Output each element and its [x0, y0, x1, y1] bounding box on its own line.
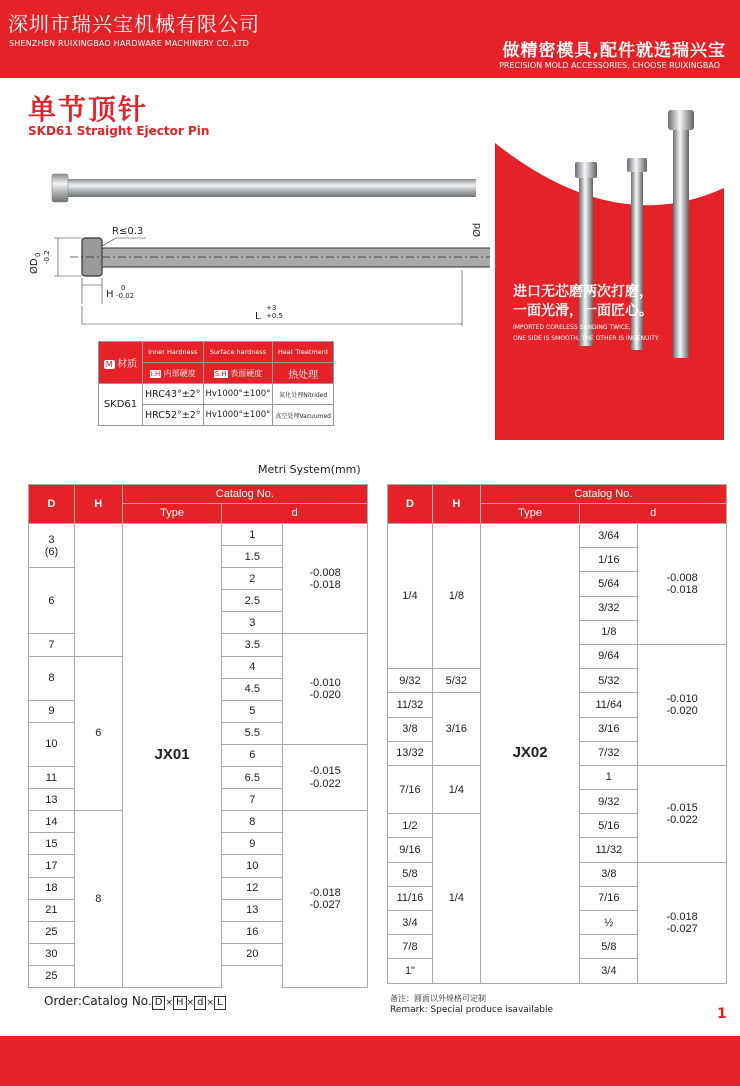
slogan-cn: 做精密模具,配件就选瑞兴宝 — [502, 41, 726, 61]
surface-hardness-value: Hv1000°±100° — [203, 405, 273, 426]
cell-d: 3/64 — [580, 524, 638, 548]
slogan-en: PRECISION MOLD ACCESSORIES, CHOOSE RUIXINGBAO — [499, 61, 720, 70]
cell-type: JX01 — [122, 524, 222, 988]
cell-D: 18 — [29, 877, 75, 899]
H-tolerance-top: 0 — [121, 284, 126, 292]
cell-D: 9/16 — [388, 838, 433, 862]
cell-D: 15 — [29, 833, 75, 855]
order-format — [44, 994, 226, 1010]
cell-H: 1/8 — [432, 524, 480, 669]
col-header-D: D — [29, 485, 75, 524]
cell-d: 12 — [222, 877, 283, 899]
cell-D: 30 — [29, 943, 75, 965]
cell-tolerance: -0.015 -0.022 — [638, 765, 727, 862]
cell-d: 6 — [222, 744, 283, 766]
cell-d: 2 — [222, 568, 283, 590]
heat-treatment-cn: 热处理 — [273, 363, 334, 384]
sh-badge: S.H — [214, 369, 227, 378]
cell-D: 14 — [29, 811, 75, 833]
cell-D: 25 — [29, 921, 75, 943]
photo-caption-en-2: ONE SIDE IS SMOOTH, THE OTHER IS INGENUITY. — [513, 335, 660, 342]
cell-D: 1/4 — [388, 524, 433, 669]
cell-d: 5/64 — [580, 572, 638, 596]
company-name-en: SHENZHEN RUIXINGBAO HARDWARE MACHINERY CO.,LTD — [9, 39, 249, 48]
cell-d: 8 — [222, 811, 283, 833]
d-dimension-label: Ød — [472, 222, 483, 237]
cell-d: 7/32 — [580, 741, 638, 765]
cell-d: 13 — [222, 899, 283, 921]
table-row — [388, 524, 727, 548]
cell-D: 5/8 — [388, 862, 433, 886]
col-header-catalog: Catalog No. — [480, 485, 726, 504]
cell-d: 4 — [222, 656, 283, 678]
inner-hardness-value: HRC43°±2° — [143, 384, 204, 405]
cell-D: 13 — [29, 789, 75, 811]
material-name: SKD61 — [99, 384, 143, 426]
cell-D: 7 — [29, 634, 75, 656]
cell-D: 17 — [29, 855, 75, 877]
cell-D: 8 — [29, 656, 75, 700]
product-photo — [495, 88, 724, 440]
surface-hardness-cn — [203, 363, 273, 384]
cell-D: 1" — [388, 959, 433, 983]
cell-d: 3/4 — [580, 959, 638, 983]
table-row — [29, 524, 368, 546]
spec-table-jx01 — [28, 484, 368, 988]
material-label: 材质 — [117, 359, 138, 370]
cell-d: 3 — [222, 612, 283, 634]
cell-d: 5 — [222, 700, 283, 722]
col-header-H: H — [74, 485, 122, 524]
D-tolerance-bottom: -0.2 — [43, 250, 51, 264]
col-header-H: H — [432, 485, 480, 524]
cell-d: 7 — [222, 789, 283, 811]
order-field-L: L — [214, 996, 226, 1010]
cell-D: 1/2 — [388, 814, 433, 838]
pins-photo — [495, 88, 724, 440]
inner-hardness-cn-label: 内部硬度 — [163, 368, 196, 378]
photo-caption-en-1: IMPORTED CORELESS SANDING TWICE, — [513, 324, 631, 331]
cell-H: 1/4 — [432, 814, 480, 983]
product-title-cn: 单节顶针 — [28, 93, 149, 126]
photo-caption-cn-2: 一面光滑，一面匠心。 — [513, 303, 653, 319]
col-header-type: Type — [122, 504, 222, 524]
cell-d: 3.5 — [222, 634, 283, 656]
H-dimension-label: H — [106, 289, 114, 300]
H-tolerance-bottom: -0.02 — [116, 292, 135, 300]
material-header — [99, 342, 143, 384]
cell-d: 3/32 — [580, 596, 638, 620]
cell-d: 16 — [222, 921, 283, 943]
order-field-d: d — [194, 996, 206, 1010]
remark-cn: 备注：圆面以外规格可定制 — [390, 994, 486, 1003]
cell-d: 9 — [222, 833, 283, 855]
col-header-d: d — [222, 504, 368, 524]
cell-D: 6 — [29, 568, 75, 634]
cell-d: 6.5 — [222, 767, 283, 789]
col-header-D: D — [388, 485, 433, 524]
treatment-value: 氮化处理Nitrided — [273, 384, 334, 405]
cell-d: 11/64 — [580, 693, 638, 717]
cell-D: 10 — [29, 722, 75, 766]
cell-tolerance: -0.015 -0.022 — [283, 744, 368, 810]
product-title-en: SKD61 Straight Ejector Pin — [28, 124, 210, 138]
material-table — [98, 341, 334, 426]
order-label: Order:Catalog No. — [44, 994, 152, 1008]
treatment-value: 真空处理Vacuumed — [273, 405, 334, 426]
heat-treatment-header: Heat Treatment — [273, 342, 334, 363]
cell-tolerance: -0.018 -0.027 — [638, 862, 727, 983]
inner-hardness-header: Inner Hardness — [143, 342, 204, 363]
order-field-D: D — [152, 996, 166, 1010]
cell-H — [74, 524, 122, 657]
order-field-H: H — [173, 996, 187, 1010]
cell-d: 7/16 — [580, 886, 638, 910]
col-header-type: Type — [480, 504, 580, 524]
cell-H: 8 — [74, 811, 122, 988]
radius-label: R≤0.3 — [112, 226, 144, 237]
photo-caption-cn-1: 进口无芯磨两次打磨， — [513, 284, 653, 300]
company-name-cn: 深圳市瑞兴宝机械有限公司 — [8, 12, 260, 36]
cell-d: 5/16 — [580, 814, 638, 838]
cell-d: 2.5 — [222, 590, 283, 612]
inner-hardness-value: HRC52°±2° — [143, 405, 204, 426]
cell-D: 3/8 — [388, 717, 433, 741]
times-sign: × — [206, 998, 214, 1008]
remark-en: Remark: Special produce isavailable — [390, 1005, 554, 1015]
cell-D: 11 — [29, 767, 75, 789]
surface-hardness-cn-label: 表面硬度 — [230, 368, 263, 378]
cell-d: 1 — [222, 524, 283, 546]
cell-D: 7/16 — [388, 765, 433, 813]
cell-d: 3/16 — [580, 717, 638, 741]
cell-d: 5/8 — [580, 935, 638, 959]
cell-tolerance: -0.008 -0.018 — [283, 524, 368, 634]
cell-d: 5.5 — [222, 722, 283, 744]
L-tolerance-top: +3 — [266, 304, 277, 312]
cell-H: 1/4 — [432, 765, 480, 813]
cell-d: 11/32 — [580, 838, 638, 862]
cell-H: 5/32 — [432, 669, 480, 693]
cell-D: 3/4 — [388, 911, 433, 935]
cell-tolerance: -0.008 -0.018 — [638, 524, 727, 645]
col-header-catalog: Catalog No. — [122, 485, 367, 504]
cell-D: 3 (6) — [29, 524, 75, 568]
D-tolerance-top: 0 — [34, 252, 42, 257]
cell-d: 9/64 — [580, 644, 638, 668]
footer-band — [0, 1036, 740, 1086]
cell-D: 13/32 — [388, 741, 433, 765]
cell-type: JX02 — [480, 524, 580, 984]
cell-D: 7/8 — [388, 935, 433, 959]
cell-D: 11/16 — [388, 886, 433, 910]
spec-table-jx02 — [387, 484, 727, 984]
cell-d: 20 — [222, 943, 283, 965]
header-banner — [0, 0, 740, 78]
cell-d: 1/16 — [580, 548, 638, 572]
times-sign: × — [165, 998, 174, 1008]
cell-D: 11/32 — [388, 693, 433, 717]
page-number: 1 — [717, 1006, 727, 1022]
cell-d: 4.5 — [222, 678, 283, 700]
L-tolerance-bottom: +0.5 — [266, 312, 283, 320]
D-dimension-label: ØD — [29, 258, 40, 274]
cell-H: 3/16 — [432, 693, 480, 766]
cell-d: 5/32 — [580, 669, 638, 693]
cell-D: 21 — [29, 899, 75, 921]
cell-d: 1/8 — [580, 620, 638, 644]
cell-d: ½ — [580, 911, 638, 935]
pin-illustration — [40, 170, 490, 206]
cell-d: 3/8 — [580, 862, 638, 886]
cell-D: 9 — [29, 700, 75, 722]
cell-d: 10 — [222, 855, 283, 877]
cell-tolerance: -0.010 -0.020 — [283, 634, 368, 744]
surface-hardness-header: Surface hardness — [203, 342, 273, 363]
metric-system-label: Metri System(mm) — [258, 463, 361, 476]
cell-tolerance: -0.010 -0.020 — [638, 644, 727, 765]
inner-hardness-cn — [143, 363, 204, 384]
col-header-d: d — [580, 504, 727, 524]
m-badge: M — [105, 360, 113, 369]
cell-d: 1.5 — [222, 546, 283, 568]
cell-tolerance: -0.018 -0.027 — [283, 811, 368, 988]
surface-hardness-value: Hv1000°±100° — [203, 384, 273, 405]
cell-D: 9/32 — [388, 669, 433, 693]
times-sign: × — [186, 998, 195, 1008]
cell-d: 25 — [29, 965, 75, 987]
cell-H: 6 — [74, 656, 122, 811]
ih-badge: I.H — [150, 369, 161, 378]
cell-d: 9/32 — [580, 790, 638, 814]
L-dimension-label: L — [255, 311, 261, 322]
cell-d: 1 — [580, 765, 638, 789]
